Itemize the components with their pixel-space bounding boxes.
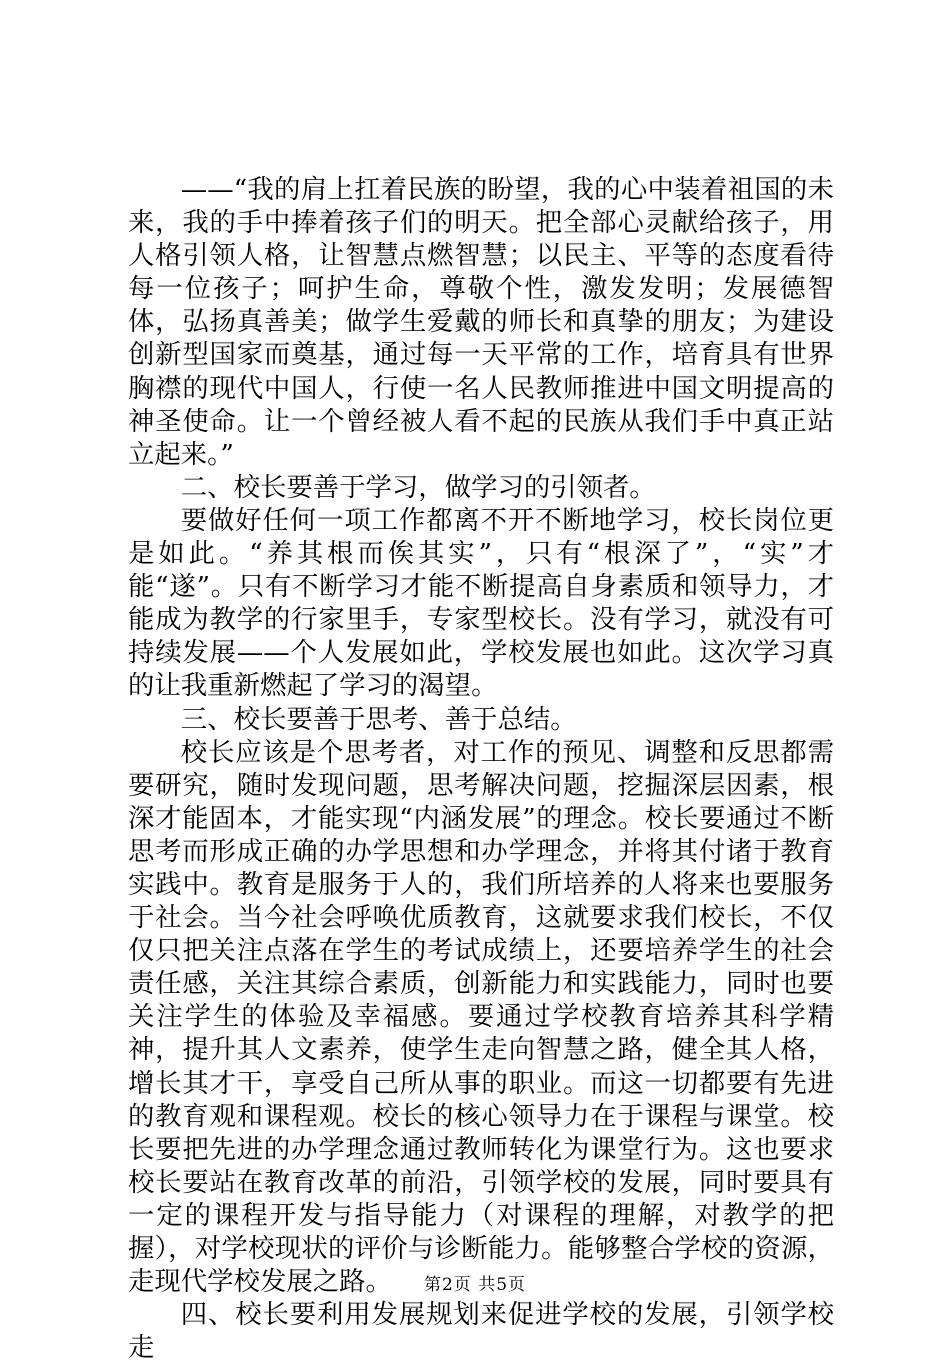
- paragraph-quote: ——“我的肩上扛着民族的盼望，我的心中装着祖国的未来，我的手中捧着孩子们的明天。把全部心灵献给孩子，用人格引领人格，让智慧点燃智慧；以民主、平等的态度看待每一位孩子；呵护生命，尊敬个性，激发发明；发展德智体，弘扬真善美；做学生爱戴的师长和真挚的朋友；为建设创新型国家而奠基，通过每一天平常的工作，培育具有世界胸襟的现代中国人，行使一名人民教师推进中国文明提高的神圣使命。让一个曾经被人看不起的民族从我们手中真正站立起来。”: [128, 174, 834, 470]
- paragraph-learning: 要做好任何一项工作都离不开不断地学习，校长岗位更是如此。“养其根而俟其实”，只有“根深了”，“实”才能“遂”。只有不断学习才能不断提高自身素质和领导力，才能成为教学的行家里手，专家型校长。没有学习，就没有可持续发展——个人发展如此，学校发展也如此。这次学习真的让我重新燃起了学习的渴望。: [128, 504, 834, 702]
- section-heading-three: 三、校长要善于思考、善于总结。: [180, 703, 577, 735]
- section-heading-four: 四、校长要利用发展规划来促进学校的发展，引领学校走: [128, 1299, 834, 1364]
- paragraph-thinking: 校长应该是个思考者，对工作的预见、调整和反思都需要研究，随时发现问题，思考解决问题，挖掘深层因素，根深才能固本，才能实现“内涵发展”的理念。校长要通过不断思考而形成正确的办学思想和办学理念，并将其付诸于教育实践中。教育是服务于人的，我们所培养的人将来也要服务于社会。当今社会呼唤优质教育，这就要求我们校长，不仅仅只把关注点落在学生的考试成绩上，还要培养学生的社会责任感，关注其综合素质，创新能力和实践能力，同时也要关注学生的体验及幸福感。要通过学校教育培养其科学精神，提升其人文素养，使学生走向智慧之路，健全其人格，增长其才干，享受自己所从事的职业。而这一切都要有先进的教育观和课程观。校长的核心领导力在于课程与课堂。校长要把先进的办学理念通过教师转化为课堂行为。这也要求校长要站在教育改革的前沿，引领学校的发展，同时要具有一定的课程开发与指导能力（对课程的理解，对教学的把握），对学校现状的评价与诊断能力。能够整合学校的资源，走现代学校发展之路。: [128, 736, 834, 1298]
- page-indicator: 第2页 共5页: [423, 1275, 527, 1295]
- section-heading-two: 二、校长要善于学习，做学习的引领者。: [180, 471, 656, 503]
- page-footer: [0, 1274, 950, 1296]
- document-body: [128, 173, 834, 1364]
